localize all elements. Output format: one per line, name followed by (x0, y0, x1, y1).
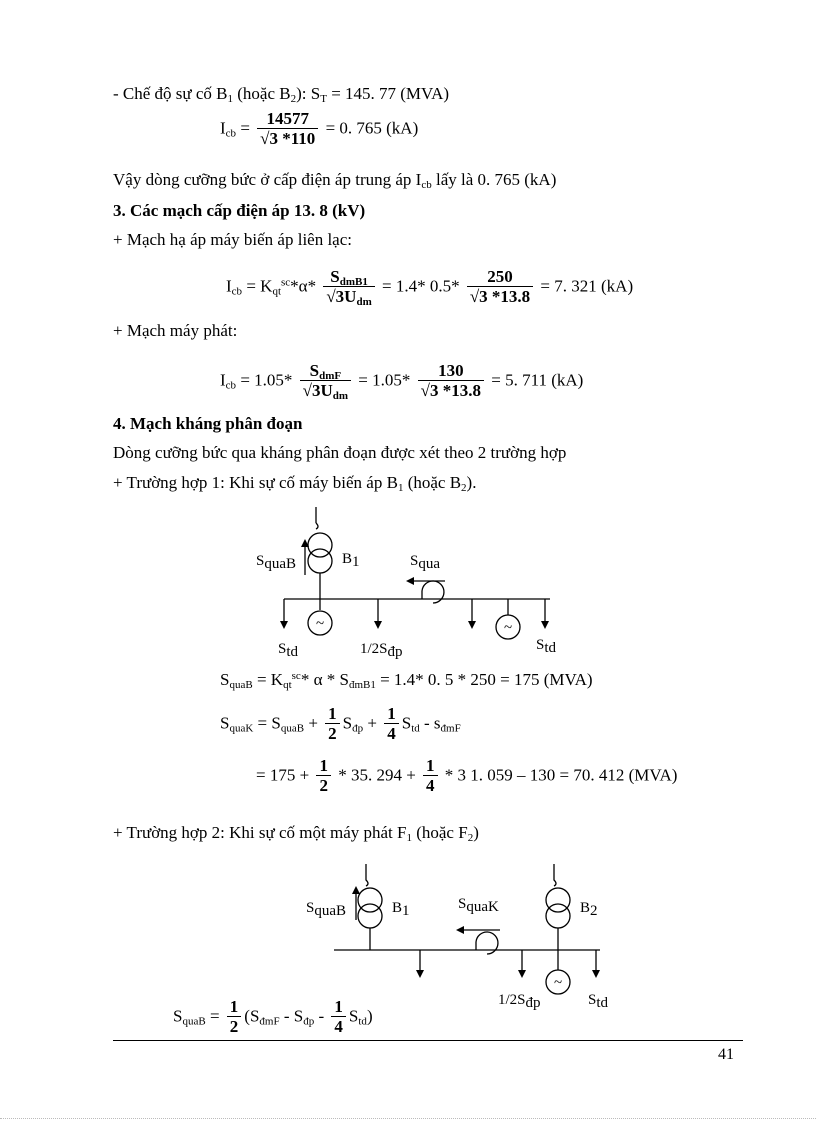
fraction: $\frac{1}{4}$ (423, 757, 438, 796)
text-line-two-cases: Dòng cưỡng bức qua kháng phân đoạn được xét theo 2 trường hợp (113, 443, 567, 462)
transformer-coil (308, 549, 332, 573)
text-line-case-1: + Trường hợp 1: Khi sự cố máy biến áp $B_1$ (hoặc $B_2$). (113, 473, 477, 494)
arrow-head (352, 886, 360, 894)
label-b1: B1 (342, 551, 360, 570)
arrow-head (541, 621, 549, 629)
text-line-conclusion: Vậy dòng cưỡng bức ở cấp điện áp trung áp $I_{cb}$ lấy là 0. 765 (kA) (113, 170, 557, 191)
arrow-head (518, 970, 526, 978)
transformer-lead (554, 864, 556, 886)
fraction: $\frac{S_{dmF}}{√3U_{dm}}$ (300, 362, 351, 401)
label-s-td: Std (588, 992, 609, 1011)
transformer-lead (366, 864, 368, 886)
reactor-symbol (476, 932, 498, 954)
arrow-head (416, 970, 424, 978)
transformer-coil (308, 533, 332, 557)
label-s-td-left: Std (278, 641, 299, 660)
transformer-lead (316, 523, 318, 529)
page-number: 41 (718, 1046, 734, 1063)
fraction: $\frac{1}{4}$ (384, 705, 399, 744)
reactor-symbol (422, 581, 444, 603)
text-line-transformer-circuit: + Mạch hạ áp máy biến áp liên lạc: (113, 230, 352, 249)
fraction: $\frac{130}{√3 *13.8}$ (418, 362, 484, 401)
fraction: $\frac{1}{2}$ (325, 705, 340, 744)
arrow-head (592, 970, 600, 978)
equation-s-quak-value: = 175 + $\frac{1}{2}$ * 35. 294 + $\frac{1}{4}$ * 3 1. 059 – 130 = 70. 412 (MVA) (256, 756, 678, 795)
section-heading-4: 4. Mạch kháng phân đoạn (113, 414, 303, 433)
label-s-td-right: Std (536, 637, 557, 656)
transformer-coil (546, 888, 570, 912)
text-line-fault-b1: - Chế độ sự cố $B_1$ (hoặc $B_2$): $S_T = 145$. 77 (MVA) (113, 84, 450, 105)
transformer-coil (546, 904, 570, 928)
transformer-coil (358, 904, 382, 928)
label-b1: B1 (392, 900, 410, 919)
circuit-diagram-case-2 (300, 860, 620, 1020)
label-s-quab: SquaB (306, 900, 347, 919)
transformer-coil (358, 888, 382, 912)
label-s-quak: SquaK (458, 896, 499, 915)
label-s-quab: SquaB (256, 553, 297, 572)
arrow-head (374, 621, 382, 629)
equation-s-quak: $S_{quaK} = S_{quaB}$ + $\frac{1}{2}$ $S_{đp}$ + $\frac{1}{4}$ $S_{td} - s_{đmF}$ (220, 704, 461, 743)
generator-symbol: ~ (316, 616, 325, 632)
fraction: $\frac{1}{4}$ (331, 998, 346, 1037)
generator-symbol: ~ (504, 620, 513, 636)
fraction: $\frac{1}{2}$ (227, 998, 242, 1037)
equation-icb-transformer: $I_{cb} = K_{qt}^{sc}*\alpha*$ $\frac{S_{dmB1}}{√3U_{dm}}$ = 1.4* 0.5* $\frac{250}{√3 *13.8}$ = 7. 321 (kA) (226, 267, 634, 308)
arrow-head (280, 621, 288, 629)
page-edge-divider (0, 1118, 816, 1119)
section-heading-3: 3. Các mạch cấp điện áp 13. 8 (kV) (113, 201, 366, 220)
arrow-head (406, 577, 414, 585)
label-half-s-dp: 1/2Sđp (360, 641, 403, 660)
equation-icb-medium: $I_{cb}$ = $\frac{14577}{√3 *110}$ = 0. 765 (kA) (220, 109, 419, 148)
text-line-generator-circuit: + Mạch máy phát: (113, 321, 238, 340)
footer-rule (113, 1040, 743, 1041)
equation-icb-generator: $I_{cb} = 1.05*$ $\frac{S_{dmF}}{√3U_{dm}}$ = 1.05* $\frac{130}{√3 *13.8}$ = 5. 711 (kA) (220, 361, 584, 402)
label-half-s-dp: 1/2Sđp (498, 992, 541, 1011)
fraction: $\frac{14577}{√3 *110}$ (257, 110, 318, 149)
fraction: $\frac{1}{2}$ (316, 757, 331, 796)
circuit-diagram-case-1 (240, 505, 570, 665)
label-b2: B2 (580, 900, 598, 919)
text-line-case-2: + Trường hợp 2: Khi sự cố một máy phát $F_1$ (hoặc $F_2$) (113, 823, 479, 844)
arrow-head (468, 621, 476, 629)
equation-s-quab-case-2: $S_{quaB}$ = $\frac{1}{2}$ ($S_{đmF} - S_{đp}$ - $\frac{1}{4}$ $S_{td}$) (173, 997, 373, 1036)
arrow-head (456, 926, 464, 934)
label-s-qua: Squa (410, 553, 441, 572)
generator-symbol: ~ (554, 975, 563, 991)
equation-s-quab: $S_{quaB} = K_{qt}^{sc}*$ $\alpha * S_{đmB1} = 1.4*$ 0. 5 * 250 = 175 (MVA) (220, 670, 593, 691)
fraction: $\frac{250}{√3 *13.8}$ (467, 268, 533, 307)
fraction: $\frac{S_{dmB1}}{√3U_{dm}}$ (323, 268, 374, 307)
